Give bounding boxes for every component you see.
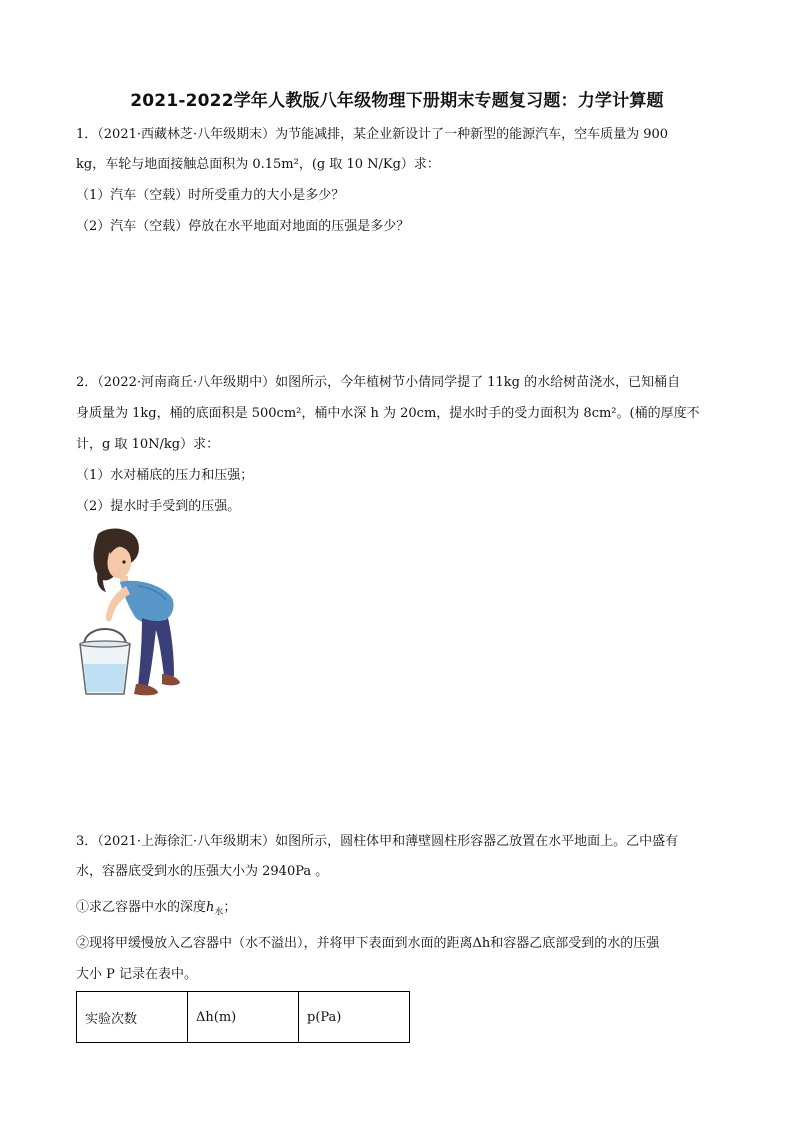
q2-subquestion-1: （1）水对桶底的压力和压强； [76,468,254,483]
q1-subquestion-2: （2）汽车（空载）停放在水平地面对地面的压强是多少？ [76,219,410,234]
table-header-cell: p(Pa) [299,992,410,1043]
table-header-row [77,992,410,1043]
q1-text-line-2: kg，车轮与地面接触总面积为 0.15m²，(g 取 10 N/Kg）求： [76,157,440,172]
girl-carrying-bucket-illustration [76,526,188,730]
q2-subquestion-2: （2）提水时手受到的压强。 [76,499,241,514]
q3-text-line-1: 3．（2021·上海徐汇·八年级期末）如图所示，圆柱体甲和薄壁圆柱形容器乙放置在水平地面上。乙中盛有 [76,834,679,849]
q1-text-line-1: 1．（2021·西藏林芝·八年级期末）为节能减排，某企业新设计了一种新型的能源汽车，空车质量为 900 [76,127,669,142]
q3-item-2-line-2: 大小 P 记录在表中。 [76,967,198,982]
q3-item-1 [76,898,236,923]
q3-item-1-prefix: ①求乙容器中水的深度 [76,900,207,915]
q3-item-1-var: h [206,900,215,915]
q2-text-line-3: 计，g 取 10N/kg）求： [76,437,220,452]
q2-text-line-1: 2．（2022·河南商丘·八年级期中）如图所示，今年植树节小倩同学提了 11kg 的水给树苗浇水，已知桶自 [76,375,681,390]
q3-item-1-suffix: ； [223,900,237,915]
page-title: 2021-2022学年人教版八年级物理下册期末专题复习题：力学计算题 [130,91,664,111]
q3-text-line-2: 水，容器底受到水的压强大小为 2940Pa 。 [76,864,329,879]
table-header-cell: Δh(m) [188,992,299,1043]
q3-item-2-line-1: ②现将甲缓慢放入乙容器中（水不溢出），并将甲下表面到水面的距离Δh和容器乙底部受到的水的压强 [76,936,660,951]
q2-text-line-2: 身质量为 1kg，桶的底面积是 500cm²，桶中水深 h 为 20cm，提水时手的受力面积为 8cm²。(桶的厚度不 [76,406,700,421]
q1-subquestion-1: （1）汽车（空载）时所受重力的大小是多少？ [76,188,345,203]
q3-item-1-sub: 水 [214,907,224,918]
table-header-cell: 实验次数 [77,992,188,1043]
q3-record-table [76,991,410,1043]
